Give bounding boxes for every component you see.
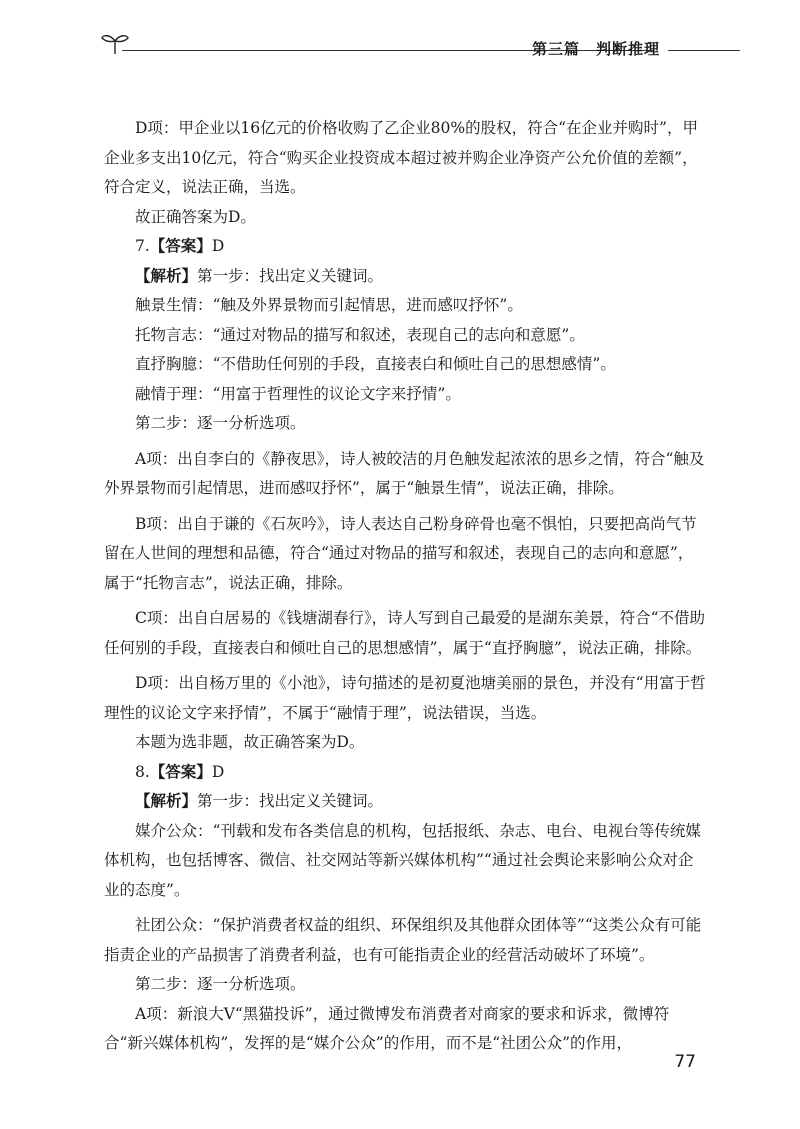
sprout-icon <box>100 28 130 56</box>
q7-step-2: 第二步：逐一分析选项。 <box>135 414 306 432</box>
q7-definition-3: 直抒胸臆：“不借助任何别的手段，直接表白和倾吐自己的思想感情”。 <box>135 355 616 373</box>
q8-number: 8. <box>135 762 150 781</box>
q7-analysis-line <box>104 262 708 292</box>
q7-option-a: A项：出自李白的《静夜思》，诗人被皎洁的月色触发起浓浓的思乡之情，符合“触及外界景物而引起情思，进而感叹抒怀”，属于“触景生情”，说法正确，排除。 <box>104 449 705 497</box>
q8-answer-value: D <box>211 762 225 781</box>
paragraph-q6-option-d: D项：甲企业以16亿元的价格收购了乙企业80%的股权，符合“在企业并购时”，甲企业多支出10亿元，符合“购买企业投资成本超过被并购企业净资产公允价值的差额”，符合定义，说法正确，当选。 <box>104 119 698 196</box>
q7-definition-4: 融情于理：“用富于哲理性的议论文字来抒情”。 <box>135 384 461 403</box>
q8-analysis-line <box>104 787 708 817</box>
q7-answer-line <box>104 232 708 262</box>
paragraph-q6-answer: 故正确答案为D。 <box>135 207 256 226</box>
page-content <box>104 114 708 1059</box>
q7-option-b: B项：出自于谦的《石灰吟》，诗人表达自己粉身碎骨也毫不惧怕，只要把高尚气节留在人世间的理想和品德，符合“通过对物品的描写和叙述，表现自己的志向和意愿”，属于“托物言志”，说法正确，排除。 <box>104 514 697 592</box>
section-title: 第三篇 判断推理 <box>531 40 660 58</box>
q7-analysis-label: 【解析】 <box>135 266 198 285</box>
q7-answer-label: 【答案】 <box>149 237 212 255</box>
q7-definition-1: 触景生情：“触及外界景物而引起情思，进而感叹抒怀”。 <box>135 296 523 314</box>
header-rule-right <box>668 50 740 51</box>
q7-option-d: D项：出自杨万里的《小池》，诗句描述的是初夏池塘美丽的景色，并没有“用富于哲理性的议论文字来抒情”，不属于“融情于理”，说法错误，当选。 <box>104 674 706 722</box>
q8-definition-1: 媒介公众：“刊载和发布各类信息的机构，包括报纸、杂志、电台、电视台等传统媒体机构，也包括博客、微信、社交网站等新兴媒体机构”“通过社会舆论来影响公众对企业的态度”。 <box>104 821 701 899</box>
q7-conclusion: 本题为选非题，故正确答案为D。 <box>135 733 365 751</box>
q8-analysis-text: 第一步：找出定义关键词。 <box>197 792 384 810</box>
q8-answer-line <box>104 758 708 788</box>
q7-definition-2: 托物言志：“通过对物品的描写和叙述，表现自己的志向和意愿”。 <box>135 325 585 344</box>
q8-option-a: A项：新浪大V“黑猫投诉”，通过微博发布消费者对商家的要求和诉求，微博符合“新兴媒体机构”，发挥的是“媒介公众”的作用，而不是“社团公众”的作用， <box>104 1004 670 1052</box>
q8-definition-2: 社团公众：“保护消费者权益的组织、环保组织及其他群众团体等”“这类公众有可能指责企业的产品损害了消费者利益，也有可能指责企业的经营活动破坏了环境”。 <box>104 916 702 964</box>
q7-analysis-text: 第一步：找出定义关键词。 <box>197 266 384 285</box>
q7-number: 7. <box>135 237 150 255</box>
page-header <box>100 28 740 68</box>
q7-answer-value: D <box>211 237 225 255</box>
q8-answer-label: 【答案】 <box>149 762 212 781</box>
q8-step-2: 第二步：逐一分析选项。 <box>135 975 306 993</box>
q7-option-c: C项：出自白居易的《钱塘湖春行》，诗人写到自己最爱的是湖东美景，符合“不借助任何别的手段，直接表白和倾吐自己的思想感情”，属于“直抒胸臆”，说法正确，排除。 <box>104 609 706 657</box>
page-number: 77 <box>674 1052 696 1072</box>
q8-analysis-label: 【解析】 <box>135 792 198 810</box>
